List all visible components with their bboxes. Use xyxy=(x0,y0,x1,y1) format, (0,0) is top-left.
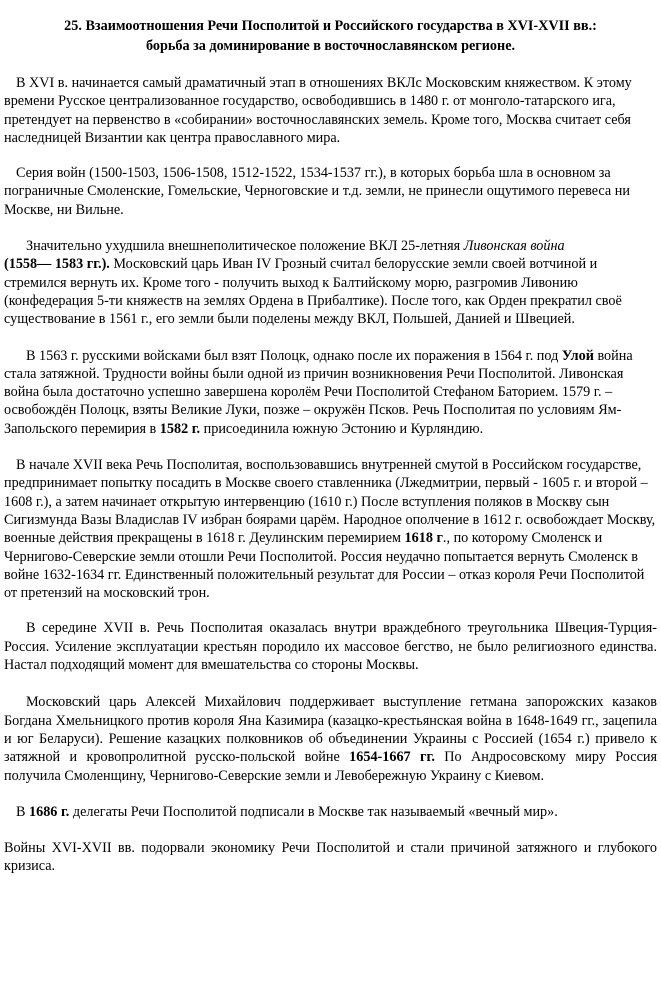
war-dates: 1654-1667 гг. xyxy=(349,749,435,766)
paragraph-7: Московский царь Алексей Михайлович поддерживает выступление гетмана запорожских казаков Богдана Хмельницкого против короля Яна Казимира (казацко-крестьянская война в 1648-1649 гг., зацепила и юг Беларуси). Решение казацких полковников об объединении Украины с Россией (1654 г.) привело к затяжной и кровопролитной русско-польской войне 1654-1667 гг. По Андросовскому миру Россия получила Смоленщину, Чернигово-Северские земли и Левобережную Украину с Киевом. xyxy=(4,694,658,784)
livonian-war-term: Ливонская война xyxy=(463,238,565,255)
title-line-2: борьба за доминирование в восточнославянском регионе. xyxy=(145,38,516,54)
paragraph-3: Значительно ухудшила внешнеполитическое положение ВКЛ 25-летняя Ливонская война (1558— 1583 гг.). Московский царь Иван IV Грозный считал белорусские земли своей вотчиной и стремился вернуть их. Кроме того - получить выход к Балтийскому морю, разгромив Ливонию (конфедерация 5-ти княжеств на землях Ордена в Прибалтике). После того, как Орден прекратил своё существование в 1561 г., его земли были поделены между ВКЛ, Польшей, Данией и Швецией. xyxy=(4,238,622,328)
truce-year: 1582 г. xyxy=(159,420,201,437)
paragraph-6: В середине XVII в. Речь Посполитая оказалась внутри враждебного треугольника Швеция-Турция-Россия. Усиление эксплуатации крестьян породило их массовое бегство, не было религиозного единства. Настал подходящий момент для вмешательства со стороны Москвы. xyxy=(4,620,657,674)
paragraph-1: В XVI в. начинается самый драматичный этап в отношениях ВКЛс Московским княжеством. К этому времени Русское централизованное государство, освободившись в 1480 г. от монголо-татарского ига, претендует на первенство в «собирании» восточнославянских земель. Кроме того, Москва считает себя наследницей Византии как центра православного мира. xyxy=(4,75,632,146)
paragraph-4: В 1563 г. русскими войсками был взят Полоцк, однако после их поражения в 1564 г. под Улой война стала затяжной. Трудности войны были одной из причин возникновения Речи Посполитой. Ливонская война была достаточно успешно завершена королём Речи Посполитой Стефаном Баторием. 1579 г. – освобождён Полоцк, взяты Великие Луки, позже – окружён Псков. Речь Посполитая по условиям Ям-Запольского перемирия в 1582 г. присоединила южную Эстонию и Курляндию. xyxy=(4,347,633,437)
paragraph-9: Войны XVI-XVII вв. подорвали экономику Речи Посполитой и стали причиной затяжного и глубокого кризиса. xyxy=(4,840,657,875)
paragraph-2: Серия войн (1500-1503, 1506-1508, 1512-1522, 1534-1537 гг.), в которых борьба шла в основном за пограничные Смоленские, Гомельские, Черноговские и т.д. земли, не принесли ощутимого перевеса ни Москве, ни Вильне. xyxy=(4,165,630,218)
paragraph-5: В начале XVII века Речь Посполитая, воспользовавшись внутренней смутой в Российском государстве, предпринимает попытку посадить в Москве своего ставленника (Лжедмитрии, первый - 1605 г. и второй – 1608 г.), а затем начинает открытую интервенцию (1610 г.) После вступления поляков в Москву сын Сигизмунда Вазы Владислав IV избран боярами царём. Народное ополчение в 1612 г. освобождает Москву, военные действия прекращены в 1618 г. Деулинским перемирием 1618 г., по которому Смоленск и Чернигово-Северские земли отошли Речи Посполитой. Россия неудачно попытается вернуть Смоленск в войне 1632-1634 гг. Единственный положительный результат для России – отказ короля Речи Посполитой от претензий на московский трон. xyxy=(4,457,656,602)
paragraph-8: В 1686 г. делегаты Речи Посполитой подписали в Москве так называемый «вечный мир». xyxy=(16,803,558,820)
deulino-year: 1618 г xyxy=(404,530,443,547)
document-title xyxy=(4,16,657,56)
title-line-1: 25. Взаимоотношения Речи Посполитой и Российского государства в XVI-XVII вв.: xyxy=(64,18,597,34)
ula-battle: Улой xyxy=(561,347,594,364)
livonian-war-dates: (1558— 1583 гг.). xyxy=(4,256,110,273)
eternal-peace-year: 1686 г. xyxy=(29,803,70,820)
